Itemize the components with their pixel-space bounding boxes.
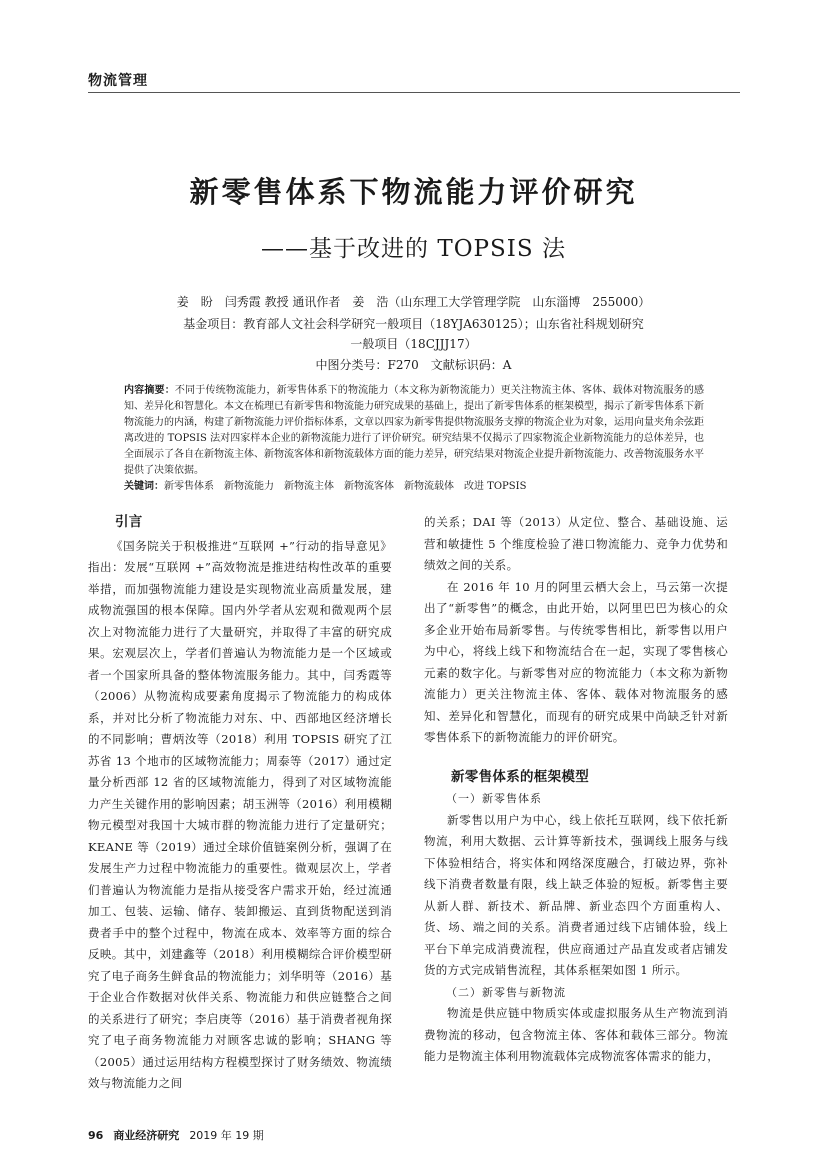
abstract-text: 不同于传统物流能力，新零售体系下的物流能力（本文称为新物流能力）更关注物流主体、客体、载体对物流服务的感知、差异化和智慧化。本文在梳理已有新零售和物流能力研究成果的基础上，提出了新零售体系的框架模型，揭示了新零售体系下新物流能力的内涵，构建了新物流能力评价指标体系，文章以四家为新零售提供物流服务支撑的物流企业为对象，运用向量夹角余弦距离改进的 TOPSIS 法对四家样本企业的新物流能力进行了评价研究。研究结果不仅揭示了四家物流企业新物流能力的总体差异，也全面展示了各自在新物流主体、新物流客体和新物流载体方面的能力差异，研究结果对物流企业提升新物流能力、改善物流服务水平提供了决策依据。 — [124, 385, 705, 476]
keywords-text: 新零售体系 新物流能力 新物流主体 新物流客体 新物流载体 改进 TOPSIS — [164, 481, 527, 492]
abstract-label: 内容摘要： — [124, 385, 175, 396]
right-column — [424, 512, 728, 1068]
subheading-2: （二）新零售与新物流 — [446, 985, 566, 999]
abstract-block — [124, 383, 704, 495]
journal-issue: 2019 年 19 期 — [189, 1129, 264, 1142]
right-paragraph-2: 在 2016 年 10 月的阿里云栖大会上，马云第一次提出了“新零售”的概念，由此开始，以阿里巴巴为核心的众多企业开始布局新零售。与传统零售相比，新零售以用户为中心，将线上线下和物流结合在一起，实现了零售核心元素的数字化。与新零售对应的物流能力（本文称为新物流能力）更关注物流主体、客体、载体对物流服务的感知、差异化和智慧化，而现有的研究成果中尚缺乏针对新零售体系下的新物流能力的评价研究。 — [424, 579, 728, 744]
article-title: 新零售体系下物流能力评价研究 — [189, 175, 638, 209]
right-paragraph-4: 物流是供应链中物质实体或虚拟服务从生产物流到消费物流的移动，包含物流主体、客体和载体三部分。物流能力是物流主体利用物流载体完成物流客体需求的能力， — [424, 1006, 728, 1063]
fund-line-1: 基金项目：教育部人文社会科学研究一般项目（18YJA630125）；山东省社科规划研究 — [183, 317, 644, 331]
intro-heading: 引言 — [115, 514, 143, 530]
journal-name: 商业经济研究 — [113, 1129, 180, 1142]
page-footer — [88, 1127, 264, 1143]
keywords-label: 关键词： — [124, 481, 164, 492]
right-paragraph-1: 的关系；DAI 等（2013）从定位、整合、基础设施、运营和敏捷性 5 个维度检验了港口物流能力、竞争力优势和绩效之间的关系。 — [424, 515, 728, 572]
header-rule — [88, 92, 740, 93]
framework-heading: 新零售体系的框架模型 — [451, 768, 589, 785]
classification-line: 中图分类号：F270 文献标识码：A — [315, 358, 512, 372]
article-subtitle: ——基于改进的 TOPSIS 法 — [261, 236, 566, 262]
page-number: 96 — [88, 1129, 104, 1142]
right-paragraph-3: 新零售以用户为中心，线上依托互联网，线下依托新物流，利用大数据、云计算等新技术，强调线上服务与线下体验相结合，将实体和网络深度融合，打破边界，弥补线下消费者数量有限，线上缺乏体验的短板。新零售主要从新人群、新技术、新品牌、新业态四个方面重构人、货、场、端之间的关系。消费者通过线下店铺体验，线上平台下单完成消费流程，供应商通过产品直发或者店铺发货的方式完成销售流程，其体系框架如图 1 所示。 — [424, 812, 728, 977]
section-label: 物流管理 — [88, 73, 148, 89]
intro-paragraph: 《国务院关于积极推进“互联网 +”行动的指导意见》指出：发展“互联网 +”高效物流是推进结构性改革的重要举措，而加强物流能力建设是实现物流业高质量发展，建成物流强国的根本保障。国内外学者从宏观和微观两个层次上对物流能力进行了大量研究，并取得了丰富的研究成果。宏观层次上，学者们普遍认为物流能力是一个区域或者一个国家所具备的整体物流服务能力。其中，闫秀霞等（2006）从物流构成要素角度揭示了物流能力的构成体系，并对比分析了物流能力对东、中、西部地区经济增长的不同影响；曹炳汝等（2018）利用 TOPSIS 研究了江苏省 13 个地市的区域物流能力；周泰等（2017）通过定量分析西部 12 省的区域物流能力，得到了对区域物流能力产生关键作用的影响因素；胡玉洲等（2016）利用模糊物元模型对我国十大城市群的物流能力进行了定量研究；KEANE 等（2019）通过全球价值链案例分析，强调了在发展生产力过程中物流能力的重要性。微观层次上，学者们普遍认为物流能力是指从接受客户需求开始，经过流通加工、包装、运输、储存、装卸搬运、直到货物配送到消费者手中的整个过程中，物流在成本、效率等方面的综合反映。其中，刘建鑫等（2018）利用模糊综合评价模型研究了电子商务生鲜食品的物流能力；刘华明等（2016）基于企业合作数据对伙伴关系、物流能力和供应链整合之间的关系进行了研究；李启庚等（2016）基于消费者视角探究了电子商务物流能力对顾客忠诚的影响；SHANG 等（2005）通过运用结构方程模型探讨了财务绩效、物流绩效与物流能力之间 — [88, 538, 392, 1090]
authors-line: 姜 盼 闫秀霞 教授 通讯作者 姜 浩（山东理工大学管理学院 山东淄博 255000） — [176, 295, 651, 309]
subheading-1: （一）新零售体系 — [446, 792, 542, 805]
fund-line-2: 一般项目（18CJJJ17） — [350, 337, 477, 351]
left-column — [88, 512, 392, 1095]
